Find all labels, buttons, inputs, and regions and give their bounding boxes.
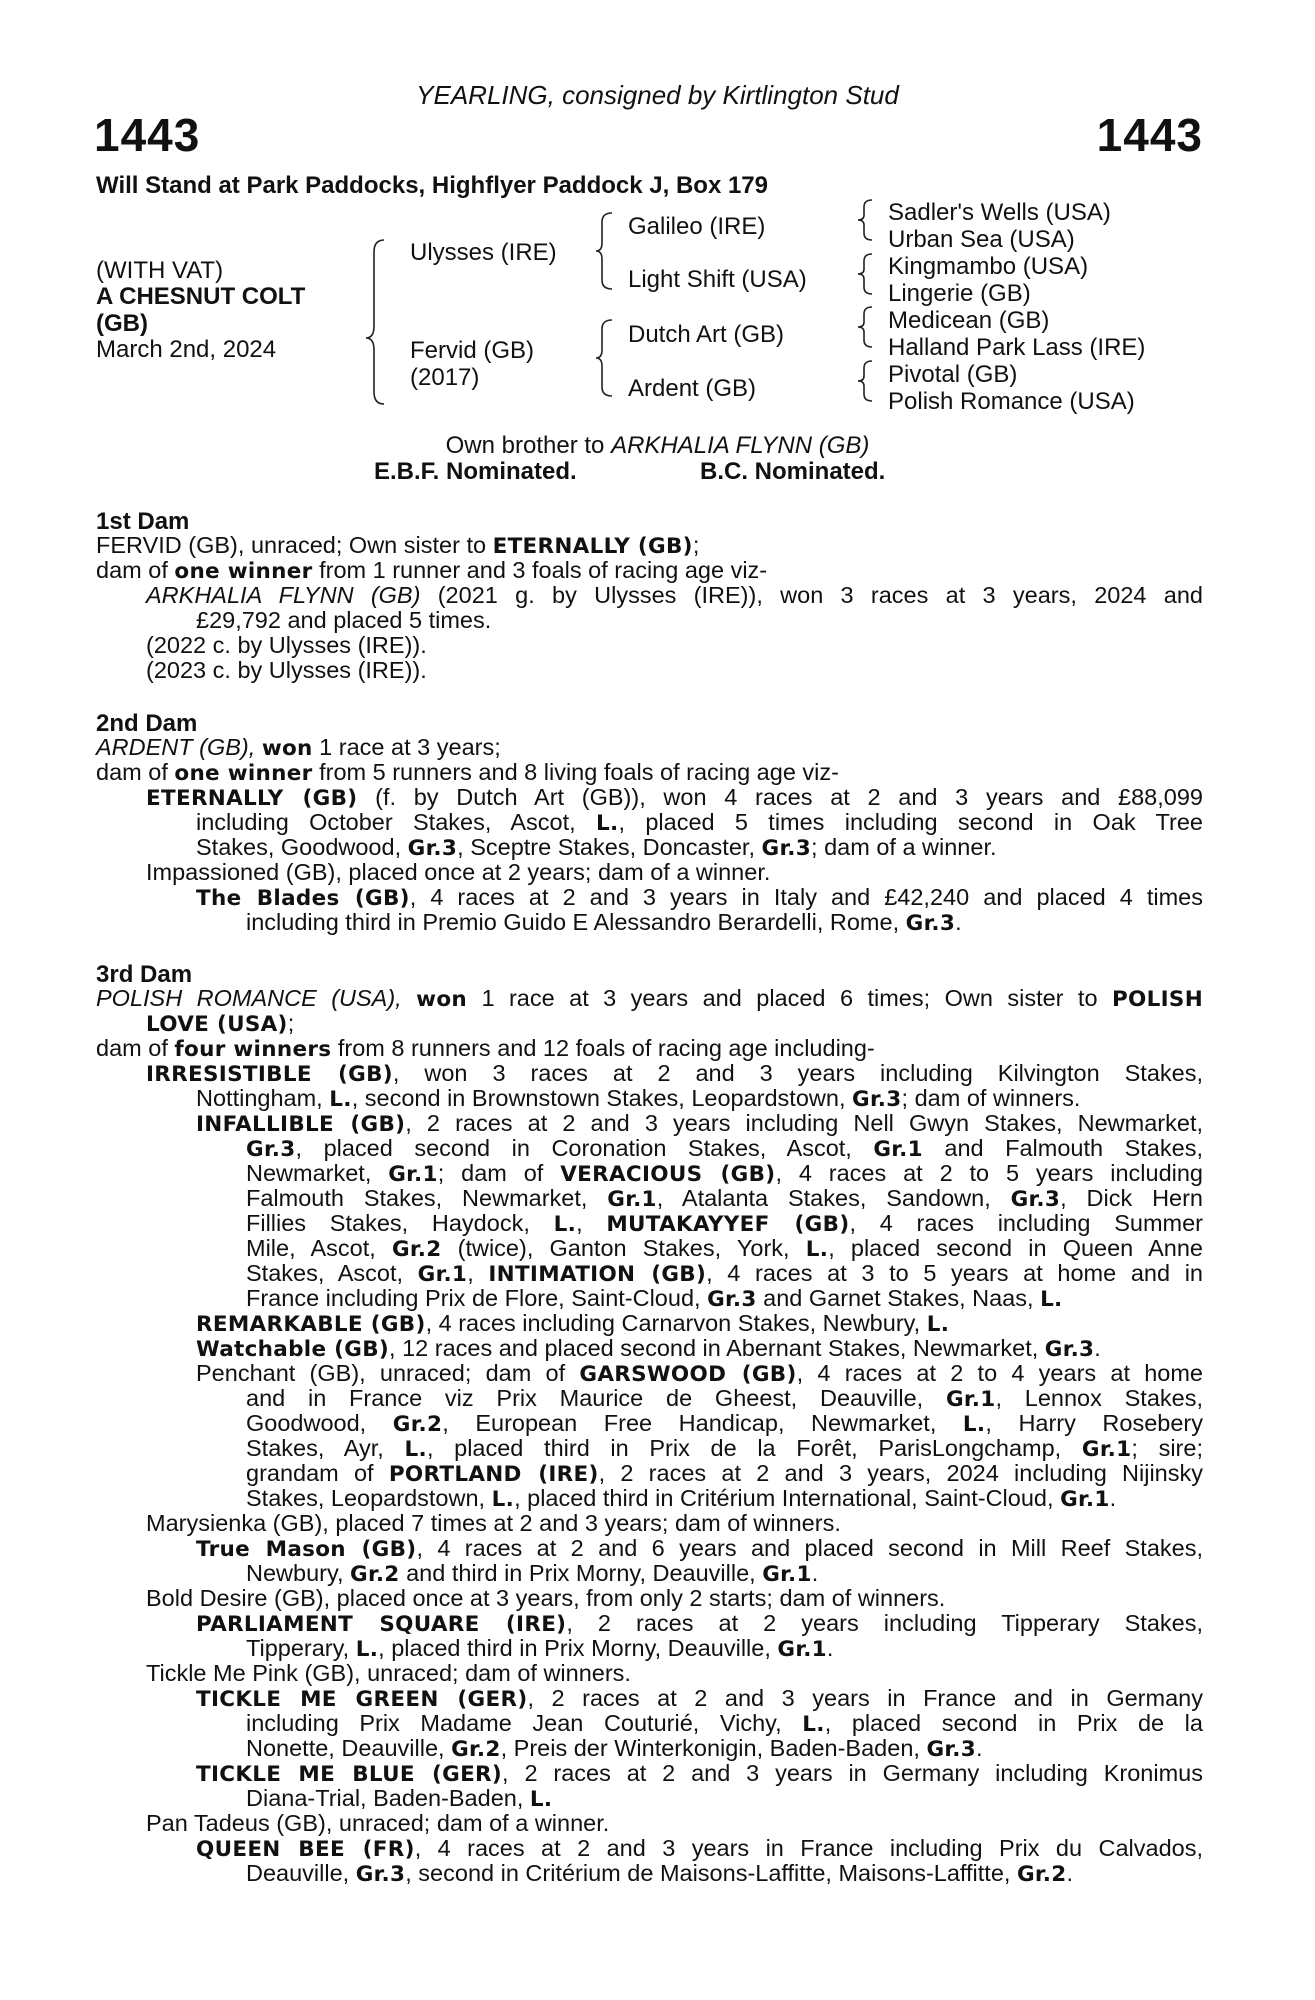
third-dam-line: IRRESISTIBLE (GB), won 3 races at 2 and 3 years including Kilvington Stakes, — [146, 1060, 1203, 1087]
second-dam-line: dam of one winner from 5 runners and 8 living foals of racing age viz- — [96, 759, 839, 786]
third-dam-line: Newbury, Gr.2 and third in Prix Morny, Deauville, Gr.1. — [246, 1560, 819, 1587]
foaling-date: March 2nd, 2024 — [96, 336, 277, 363]
third-dam-line: Nonette, Deauville, Gr.2, Preis der Winterkonigin, Baden-Baden, Gr.3. — [246, 1735, 983, 1762]
third-dam-line: Falmouth Stakes, Newmarket, Gr.1, Atalanta Stakes, Sandown, Gr.3, Dick Hern — [246, 1185, 1204, 1212]
third-dam-line: POLISH ROMANCE (USA), won 1 race at 3 years and placed 6 times; Own sister to POLISH — [96, 985, 1203, 1012]
third-dam-line: grandam of PORTLAND (IRE), 2 races at 2 and 3 years, 2024 including Nijinsky — [246, 1460, 1203, 1487]
pedigree-gen4-3: Kingmambo (USA) — [888, 253, 1089, 280]
third-dam-line: Goodwood, Gr.2, European Free Handicap, Newmarket, L., Harry Rosebery — [246, 1410, 1203, 1437]
pedigree-gen4-4: Lingerie (GB) — [888, 280, 1031, 307]
first-dam-line: FERVID (GB), unraced; Own sister to ETERNALLY (GB); — [96, 532, 700, 559]
third-dam-line: Penchant (GB), unraced; dam of GARSWOOD (GB), 4 races at 2 to 4 years at home — [196, 1360, 1203, 1387]
third-dam-line: True Mason (GB), 4 races at 2 and 6 years and placed second in Mill Reef Stakes, — [196, 1535, 1203, 1562]
pedigree-gen4-7: Pivotal (GB) — [888, 361, 1018, 388]
third-dam-line: INFALLIBLE (GB), 2 races at 2 and 3 years including Nell Gwyn Stakes, Newmarket, — [196, 1110, 1204, 1137]
third-dam-heading: 3rd Dam — [96, 961, 193, 988]
first-dam-line: (2022 c. by Ulysses (IRE)). — [146, 632, 427, 658]
third-dam-line: Mile, Ascot, Gr.2 (twice), Ganton Stakes, York, L., placed second in Queen Anne — [246, 1235, 1204, 1262]
horse-name: A CHESNUT COLT — [96, 283, 306, 310]
second-dam-line: including third in Premio Guido E Alessandro Berardelli, Rome, Gr.3. — [246, 909, 962, 936]
third-dam-line: Deauville, Gr.3, second in Critérium de Maisons-Laffitte, Maisons-Laffitte, Gr.2. — [246, 1860, 1074, 1887]
third-dam-line: REMARKABLE (GB), 4 races including Carnarvon Stakes, Newbury, L. — [196, 1310, 950, 1337]
third-dam-line: Marysienka (GB), placed 7 times at 2 and 3 years; dam of winners. — [146, 1510, 841, 1536]
third-dam-line: Stakes, Leopardstown, L., placed third in Critérium International, Saint-Cloud, Gr.1. — [246, 1485, 1117, 1512]
third-dam-line: Diana-Trial, Baden-Baden, L. — [246, 1785, 553, 1812]
bc-nominated: B.C. Nominated. — [700, 458, 886, 485]
third-dam-line: Nottingham, L., second in Brownstown Stakes, Leopardstown, Gr.3; dam of winners. — [196, 1085, 1081, 1112]
dam-dam: Ardent (GB) — [628, 375, 757, 402]
third-dam-line: Watchable (GB), 12 races and placed second in Abernant Stakes, Newmarket, Gr.3. — [196, 1335, 1101, 1362]
dam-sire: Dutch Art (GB) — [628, 321, 785, 348]
third-dam-line: Fillies Stakes, Haydock, L., MUTAKAYYEF (GB), 4 races including Summer — [246, 1210, 1203, 1237]
third-dam-line: dam of four winners from 8 runners and 12 foals of racing age including- — [96, 1035, 875, 1062]
pedigree-gen4-6: Halland Park Lass (IRE) — [888, 334, 1146, 361]
third-dam-line: Bold Desire (GB), placed once at 3 years, from only 2 starts; dam of winners. — [146, 1585, 946, 1611]
third-dam-line: Gr.3, placed second in Coronation Stakes, Ascot, Gr.1 and Falmouth Stakes, — [246, 1135, 1203, 1162]
own-brother-note: Own brother to ARKHALIA FLYNN (GB) — [445, 432, 870, 459]
second-dam-line: Stakes, Goodwood, Gr.3, Sceptre Stakes, Doncaster, Gr.3; dam of a winner. — [196, 834, 997, 861]
first-dam-line: (2023 c. by Ulysses (IRE)). — [146, 657, 427, 683]
pedigree-gen4-1: Sadler's Wells (USA) — [888, 199, 1111, 226]
second-dam-line: Impassioned (GB), placed once at 2 years; dam of a winner. — [146, 859, 771, 885]
first-dam-line: dam of one winner from 1 runner and 3 foals of racing age viz- — [96, 557, 768, 584]
pedigree-gen4-2: Urban Sea (USA) — [888, 226, 1075, 253]
consignor-subtitle: YEARLING, consigned by Kirtlington Stud — [416, 80, 899, 110]
dam-year: (2017) — [410, 364, 480, 391]
third-dam-line: Tipperary, L., placed third in Prix Morny, Deauville, Gr.1. — [246, 1635, 834, 1662]
third-dam-line: QUEEN BEE (FR), 4 races at 2 and 3 years in France including Prix du Calvados, — [196, 1835, 1203, 1862]
second-dam-line: ARDENT (GB), won 1 race at 3 years; — [96, 734, 501, 761]
second-dam-line: ETERNALLY (GB) (f. by Dutch Art (GB)), won 4 races at 2 and 3 years and £88,099 — [146, 784, 1203, 811]
first-dam-heading: 1st Dam — [96, 508, 190, 535]
ebf-nominated: E.B.F. Nominated. — [374, 458, 577, 485]
lot-number-right: 1443 — [1096, 109, 1203, 161]
sire-sire: Galileo (IRE) — [628, 213, 766, 240]
vat-note: (WITH VAT) — [96, 257, 224, 284]
third-dam-line: Pan Tadeus (GB), unraced; dam of a winner. — [146, 1810, 610, 1836]
stand-location: Will Stand at Park Paddocks, Highflyer Paddock J, Box 179 — [96, 172, 768, 199]
third-dam-line: France including Prix de Flore, Saint-Cloud, Gr.3 and Garnet Stakes, Naas, L. — [246, 1285, 1063, 1312]
lot-number-left: 1443 — [94, 109, 201, 161]
first-dam-line: ARKHALIA FLYNN (GB) (2021 g. by Ulysses (IRE)), won 3 races at 3 years, 2024 and — [146, 582, 1203, 608]
second-dam-line: including October Stakes, Ascot, L., placed 5 times including second in Oak Tree — [196, 809, 1203, 836]
third-dam-line: including Prix Madame Jean Couturié, Vichy, L., placed second in Prix de la — [246, 1710, 1203, 1737]
third-dam-line: TICKLE ME GREEN (GER), 2 races at 2 and 3 years in France and in Germany — [196, 1685, 1203, 1712]
dam: Fervid (GB) — [410, 337, 535, 364]
sire-dam: Light Shift (USA) — [628, 266, 807, 293]
second-dam-line: The Blades (GB), 4 races at 2 and 3 years in Italy and £42,240 and placed 4 times — [196, 884, 1203, 911]
third-dam-line: PARLIAMENT SQUARE (IRE), 2 races at 2 years including Tipperary Stakes, — [196, 1610, 1203, 1637]
third-dam-line: Stakes, Ascot, Gr.1, INTIMATION (GB), 4 races at 3 to 5 years at home and in — [246, 1260, 1203, 1287]
pedigree-gen4-8: Polish Romance (USA) — [888, 388, 1135, 415]
third-dam-line: Stakes, Ayr, L., placed third in Prix de la Forêt, ParisLongchamp, Gr.1; sire; — [246, 1435, 1203, 1462]
pedigree-gen4-5: Medicean (GB) — [888, 307, 1050, 334]
third-dam-line: and in France viz Prix Maurice de Gheest, Deauville, Gr.1, Lennox Stakes, — [246, 1385, 1203, 1412]
horse-origin: (GB) — [96, 310, 148, 337]
first-dam-line: £29,792 and placed 5 times. — [196, 607, 492, 633]
third-dam-line: Tickle Me Pink (GB), unraced; dam of winners. — [146, 1660, 631, 1686]
third-dam-line: TICKLE ME BLUE (GER), 2 races at 2 and 3 years in Germany including Kronimus — [196, 1760, 1203, 1787]
second-dam-heading: 2nd Dam — [96, 710, 198, 737]
third-dam-line: LOVE (USA); — [146, 1010, 295, 1037]
sire: Ulysses (IRE) — [410, 239, 557, 266]
third-dam-line: Newmarket, Gr.1; dam of VERACIOUS (GB), 4 races at 2 to 5 years including — [246, 1160, 1203, 1187]
